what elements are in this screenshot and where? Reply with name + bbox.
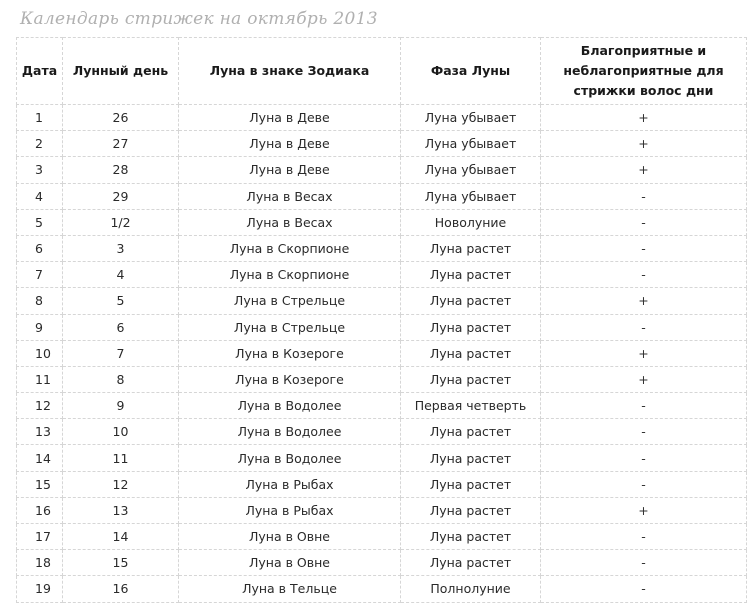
cell-lunar-day: 26 — [63, 105, 179, 131]
cell-moon-phase: Луна растет — [401, 235, 541, 261]
cell-moon-phase: Луна растет — [401, 445, 541, 471]
cell-moon-phase: Новолуние — [401, 209, 541, 235]
table-row — [17, 576, 747, 602]
cell-zodiac: Луна в Водолее — [179, 445, 401, 471]
header-lunar-day: Лунный день — [63, 38, 179, 105]
table-row — [17, 550, 747, 576]
cell-date: 1 — [17, 105, 63, 131]
cell-date: 11 — [17, 366, 63, 392]
cell-date: 6 — [17, 235, 63, 261]
cell-moon-phase: Луна растет — [401, 262, 541, 288]
cell-date: 14 — [17, 445, 63, 471]
cell-lunar-day: 15 — [63, 550, 179, 576]
cell-lunar-day: 27 — [63, 131, 179, 157]
cell-lunar-day: 7 — [63, 340, 179, 366]
header-date: Дата — [17, 38, 63, 105]
cell-zodiac: Луна в Стрельце — [179, 314, 401, 340]
cell-favorable: + — [541, 157, 747, 183]
cell-date: 8 — [17, 288, 63, 314]
cell-lunar-day: 1/2 — [63, 209, 179, 235]
cell-moon-phase: Луна растет — [401, 550, 541, 576]
table-row — [17, 393, 747, 419]
table-row — [17, 105, 747, 131]
cell-date: 13 — [17, 419, 63, 445]
cell-date: 17 — [17, 524, 63, 550]
cell-zodiac: Луна в Весах — [179, 209, 401, 235]
cell-zodiac: Луна в Деве — [179, 105, 401, 131]
cell-moon-phase: Луна растет — [401, 497, 541, 523]
cell-favorable: - — [541, 576, 747, 602]
table-row — [17, 524, 747, 550]
cell-date: 18 — [17, 550, 63, 576]
cell-zodiac: Луна в Рыбах — [179, 471, 401, 497]
cell-favorable: - — [541, 183, 747, 209]
cell-favorable: - — [541, 393, 747, 419]
cell-favorable: + — [541, 340, 747, 366]
cell-date: 9 — [17, 314, 63, 340]
cell-favorable: + — [541, 497, 747, 523]
cell-lunar-day: 11 — [63, 445, 179, 471]
cell-date: 12 — [17, 393, 63, 419]
cell-favorable: - — [541, 550, 747, 576]
table-row — [17, 183, 747, 209]
cell-zodiac: Луна в Стрельце — [179, 288, 401, 314]
table-row — [17, 157, 747, 183]
cell-date: 4 — [17, 183, 63, 209]
cell-favorable: - — [541, 235, 747, 261]
cell-moon-phase: Луна убывает — [401, 183, 541, 209]
cell-lunar-day: 10 — [63, 419, 179, 445]
cell-date: 19 — [17, 576, 63, 602]
cell-date: 2 — [17, 131, 63, 157]
cell-moon-phase: Первая четверть — [401, 393, 541, 419]
cell-moon-phase: Луна убывает — [401, 157, 541, 183]
table-row — [17, 235, 747, 261]
cell-lunar-day: 14 — [63, 524, 179, 550]
table-row — [17, 262, 747, 288]
table-row — [17, 131, 747, 157]
cell-date: 15 — [17, 471, 63, 497]
cell-date: 3 — [17, 157, 63, 183]
cell-lunar-day: 3 — [63, 235, 179, 261]
cell-zodiac: Луна в Овне — [179, 550, 401, 576]
cell-lunar-day: 12 — [63, 471, 179, 497]
cell-moon-phase: Луна убывает — [401, 131, 541, 157]
cell-lunar-day: 29 — [63, 183, 179, 209]
table-body — [17, 105, 747, 603]
cell-favorable: + — [541, 288, 747, 314]
cell-favorable: - — [541, 209, 747, 235]
table-row — [17, 340, 747, 366]
table-row — [17, 497, 747, 523]
table-row — [17, 314, 747, 340]
cell-date: 10 — [17, 340, 63, 366]
cell-lunar-day: 6 — [63, 314, 179, 340]
haircut-calendar-table — [16, 37, 747, 603]
cell-moon-phase: Луна растет — [401, 314, 541, 340]
cell-date: 7 — [17, 262, 63, 288]
cell-zodiac: Луна в Овне — [179, 524, 401, 550]
cell-lunar-day: 8 — [63, 366, 179, 392]
cell-zodiac: Луна в Водолее — [179, 393, 401, 419]
cell-moon-phase: Луна растет — [401, 524, 541, 550]
cell-favorable: + — [541, 366, 747, 392]
cell-date: 16 — [17, 497, 63, 523]
table-row — [17, 366, 747, 392]
cell-zodiac: Луна в Весах — [179, 183, 401, 209]
cell-favorable: - — [541, 419, 747, 445]
cell-zodiac: Луна в Рыбах — [179, 497, 401, 523]
cell-zodiac: Луна в Скорпионе — [179, 235, 401, 261]
cell-lunar-day: 5 — [63, 288, 179, 314]
header-zodiac: Луна в знаке Зодиака — [179, 38, 401, 105]
cell-zodiac: Луна в Водолее — [179, 419, 401, 445]
cell-favorable: - — [541, 262, 747, 288]
cell-date: 5 — [17, 209, 63, 235]
table-header-row — [17, 38, 747, 105]
table-row — [17, 209, 747, 235]
cell-zodiac: Луна в Козероге — [179, 340, 401, 366]
cell-lunar-day: 4 — [63, 262, 179, 288]
cell-favorable: + — [541, 105, 747, 131]
cell-moon-phase: Луна растет — [401, 340, 541, 366]
header-moon-phase: Фаза Луны — [401, 38, 541, 105]
cell-favorable: - — [541, 524, 747, 550]
cell-moon-phase: Луна растет — [401, 419, 541, 445]
cell-zodiac: Луна в Тельце — [179, 576, 401, 602]
table-row — [17, 419, 747, 445]
cell-lunar-day: 16 — [63, 576, 179, 602]
table-row — [17, 288, 747, 314]
cell-lunar-day: 28 — [63, 157, 179, 183]
table-row — [17, 445, 747, 471]
cell-zodiac: Луна в Деве — [179, 131, 401, 157]
cell-favorable: - — [541, 445, 747, 471]
cell-zodiac: Луна в Скорпионе — [179, 262, 401, 288]
page-title: Календарь стрижек на октябрь 2013 — [20, 9, 378, 29]
cell-moon-phase: Луна убывает — [401, 105, 541, 131]
cell-zodiac: Луна в Козероге — [179, 366, 401, 392]
cell-lunar-day: 13 — [63, 497, 179, 523]
cell-zodiac: Луна в Деве — [179, 157, 401, 183]
cell-moon-phase: Полнолуние — [401, 576, 541, 602]
cell-moon-phase: Луна растет — [401, 471, 541, 497]
cell-moon-phase: Луна растет — [401, 366, 541, 392]
table-row — [17, 471, 747, 497]
header-favorable: Благоприятные и неблагоприятные для стрижки волос дни — [541, 38, 747, 105]
cell-moon-phase: Луна растет — [401, 288, 541, 314]
cell-favorable: - — [541, 471, 747, 497]
cell-lunar-day: 9 — [63, 393, 179, 419]
cell-favorable: - — [541, 314, 747, 340]
cell-favorable: + — [541, 131, 747, 157]
